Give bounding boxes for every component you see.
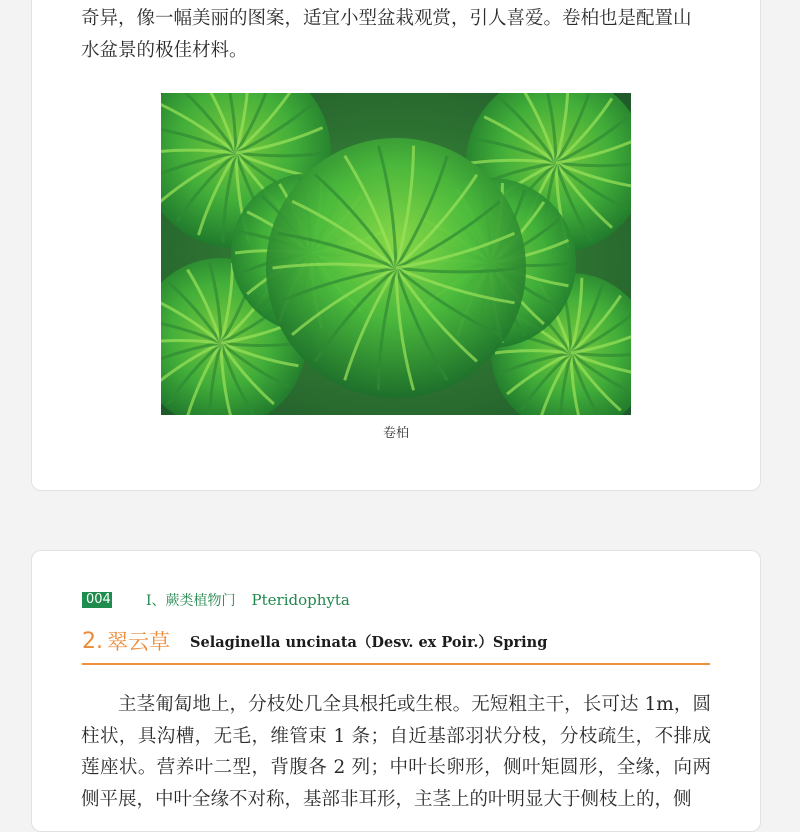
bottom-card [31, 550, 761, 832]
page-header [82, 591, 350, 609]
species-name-latin: Selaginella uncinata（Desv. ex Poir.）Spring [190, 634, 548, 651]
paragraph-line: 水盆景的极佳材料。 [81, 39, 248, 61]
page-number: 004 [82, 592, 112, 608]
species-number: 2. [82, 629, 103, 654]
photo-caption: 卷柏 [382, 426, 409, 441]
species-name-cn: 翠云草 [107, 630, 170, 654]
body-paragraph-bottom: 主茎匍匐地上，分枝处几全具根托或生根。无短粗主干，长可达 1m，圆柱状，具沟槽，无毛，维管束 1 条；自近基部羽状分枝，分枝疏生，不排成莲座状。营养叶二型，背腹各 2 列；中叶长卵形，侧叶矩圆形，全缘，向两侧平展，中叶全缘不对称，基部非耳形，主茎上的叶明显大于侧枝上的，侧 [81, 694, 711, 810]
selaginella-photo [161, 93, 631, 415]
paragraph-line: 奇异，像一幅美丽的图案，适宜小型盆栽观赏，引人喜爱。卷柏也是配置山 [81, 8, 692, 29]
body-paragraph-top [81, 3, 711, 66]
top-card [31, 0, 761, 491]
section-title-en: Pteridophyta [251, 591, 350, 609]
species-heading [82, 627, 710, 665]
section-title-cn: Ⅰ、蕨类植物门 [146, 593, 236, 609]
